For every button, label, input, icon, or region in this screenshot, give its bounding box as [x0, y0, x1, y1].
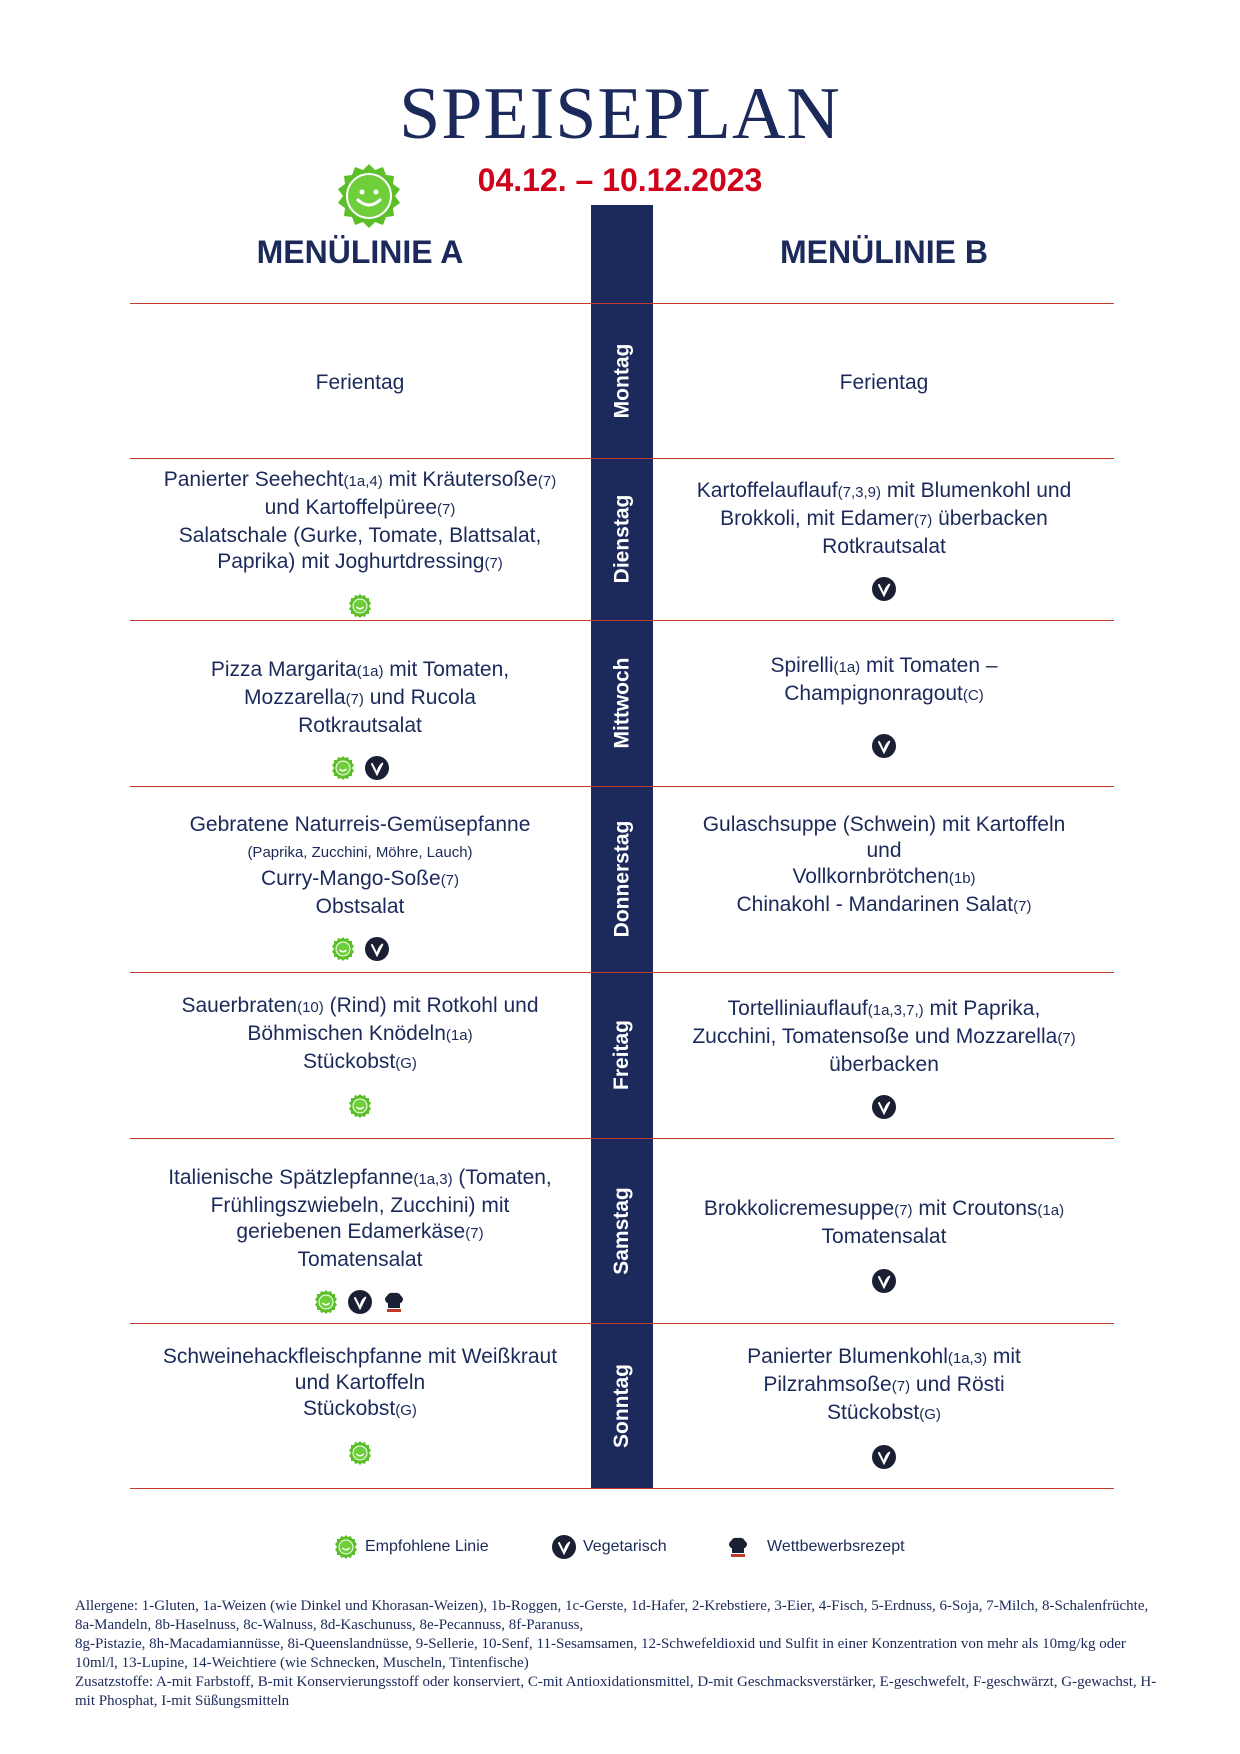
dish-text: und Kartoffeln — [294, 1371, 426, 1394]
dish-text: mit Kräutersoße — [382, 468, 538, 491]
diet-icons — [654, 1268, 1114, 1294]
allergen-code: (7) — [1013, 898, 1032, 915]
allergen-code: (G) — [395, 1402, 417, 1419]
dish-text: Kartoffelauflauf — [696, 479, 838, 502]
allergen-code: (7) — [891, 1378, 911, 1395]
dish-text: mit Tomaten – — [860, 654, 998, 677]
dish-text: Tortelliniauflauf — [727, 997, 868, 1020]
menu-line-b-heading: MENÜLINIE B — [780, 234, 988, 270]
dish-text: Champignonragout — [784, 682, 963, 705]
menu-cell-a — [130, 812, 590, 962]
additives-text: Zusatzstoffe: A-mit Farbstoff, B-mit Konservierungsstoff oder konserviert, C-mit Antioxidationsmittel, D-mit Geschmacksverstärker, E-geschwefelt, F-geschwärzt, G-gewachst, H-mit Phosphat, I-mit Süßungsmitteln — [75, 1674, 1157, 1709]
dish-line — [654, 864, 1114, 892]
allergen-code: (7) — [913, 512, 933, 529]
dish-text: Italienische Spätzlepfanne — [168, 1166, 414, 1189]
dish-text: Frühlingszwiebeln, Zucchini) mit — [210, 1194, 510, 1217]
legend-competition-label: Wettbewerbsrezept — [767, 1538, 905, 1555]
chef-hat-icon — [725, 1534, 751, 1560]
vegetarian-icon — [364, 936, 390, 962]
menu-cell-b — [654, 478, 1114, 602]
legend-recommended-label: Empfohlene Linie — [365, 1538, 489, 1555]
vegetarian-icon — [871, 1094, 897, 1120]
dish-line — [654, 1024, 1114, 1052]
dish-text: mit Blumenkohl und — [880, 479, 1072, 502]
menu-cell-a — [130, 1165, 590, 1315]
weekday-text: Freitag — [610, 1019, 634, 1091]
dish-text: Ferientag — [839, 371, 929, 394]
vegetarian-icon — [347, 1289, 373, 1315]
dish-line — [130, 812, 590, 838]
allergen-code: (1a,3,7,) — [867, 1002, 924, 1019]
dish-text: Vollkornbrötchen — [792, 865, 949, 888]
legend-vegetarian — [551, 1534, 667, 1560]
recommended-icon — [347, 1440, 373, 1466]
dish-line — [654, 653, 1114, 681]
diet-icons — [654, 733, 1114, 759]
weekday-label — [591, 458, 653, 620]
dish-text: überbacken — [829, 1053, 939, 1076]
dish-line — [654, 506, 1114, 534]
dish-text: und — [866, 839, 902, 862]
dish-text: Tomatensalat — [297, 1248, 423, 1271]
allergen-code: (C) — [962, 687, 984, 704]
dish-text: geriebenen Edamerkäse — [236, 1220, 466, 1243]
date-range: 04.12. – 10.12.2023 — [477, 162, 763, 198]
menu-cell-b — [654, 1196, 1114, 1294]
dish-line — [130, 1344, 590, 1370]
recommended-icon — [347, 593, 373, 619]
dish-text: Spirelli — [770, 654, 834, 677]
dish-text: Curry-Mango-Soße — [260, 867, 441, 890]
vegetarian-icon — [364, 755, 390, 781]
dish-text: Mozzarella — [244, 686, 346, 709]
allergen-code: (7,3,9) — [837, 484, 881, 501]
dish-text: Chinakohl - Mandarinen Salat — [736, 893, 1014, 916]
menu-cell-a — [130, 657, 590, 781]
dish-text: Obstsalat — [315, 895, 405, 918]
allergen-code: (10) — [297, 999, 324, 1016]
legend-competition — [725, 1534, 905, 1560]
diet-icons — [130, 1289, 590, 1315]
menu-cell-b — [654, 812, 1114, 920]
dish-line — [130, 495, 590, 523]
allergen-code: (1a) — [833, 659, 861, 676]
weekday-label — [591, 1323, 653, 1488]
dish-text: und Rucola — [363, 686, 476, 709]
dish-text: Sauerbraten — [181, 994, 298, 1017]
dish-line — [130, 1049, 590, 1077]
diet-icons — [130, 755, 590, 781]
diet-icons — [654, 1444, 1114, 1470]
dish-text: Zucchini, Tomatensoße und Mozzarella — [692, 1025, 1058, 1048]
allergen-code: (7) — [440, 872, 460, 889]
vegetarian-icon — [871, 576, 897, 602]
weekday-text: Donnerstag — [610, 820, 633, 938]
row-divider — [130, 1488, 1114, 1489]
dish-text: Pizza Margarita — [210, 658, 357, 681]
recommended-icon — [313, 1289, 339, 1315]
menu-cell-a — [130, 467, 590, 619]
weekday-text: Samstag — [610, 1186, 634, 1275]
menu-cell-b — [654, 996, 1114, 1120]
dish-text: Schweinehackfleischpfanne mit Weißkraut — [162, 1345, 558, 1368]
dish-line — [130, 370, 590, 396]
dish-text: mit Paprika, — [923, 997, 1041, 1020]
diet-icons — [130, 1093, 590, 1119]
recommended-icon — [330, 755, 356, 781]
dish-text: Brokkolicremesuppe — [703, 1197, 895, 1220]
chef-hat-icon — [381, 1289, 407, 1315]
dish-text: Paprika) mit Joghurtdressing — [217, 550, 485, 573]
allergen-code: (G) — [395, 1055, 417, 1072]
weekday-text: Mittwoch — [610, 657, 634, 749]
weekday-text: Dienstag — [610, 494, 633, 584]
menu-cell-b — [654, 653, 1114, 759]
dish-text: (Tomaten, — [452, 1166, 552, 1189]
allergen-code: (7) — [1057, 1030, 1076, 1047]
dish-line — [654, 1344, 1114, 1372]
dish-line — [130, 1247, 590, 1273]
dish-text: Panierter Blumenkohl — [747, 1345, 948, 1368]
dish-line — [654, 478, 1114, 506]
dish-line — [654, 681, 1114, 709]
dish-text: Brokkoli, mit Edamer — [720, 507, 914, 530]
weekday-label — [591, 303, 653, 458]
vegetarian-icon — [871, 733, 897, 759]
diet-icons — [130, 936, 590, 962]
dish-line — [130, 1193, 590, 1219]
weekday-label — [591, 620, 653, 786]
allergen-code: (7) — [537, 473, 557, 490]
dish-text: und Rösti — [910, 1373, 1005, 1396]
allergen-code: (7) — [437, 501, 456, 518]
recommended-icon — [330, 936, 356, 962]
legend-recommended — [333, 1534, 489, 1560]
vegetarian-icon — [551, 1534, 577, 1560]
diet-icons — [654, 1094, 1114, 1120]
weekday-label — [591, 972, 653, 1138]
allergen-code: (1a) — [1037, 1202, 1065, 1219]
dish-text: und Kartoffelpüree — [264, 496, 438, 519]
allergen-code: (1a,4) — [343, 473, 383, 490]
allergen-footer — [75, 1597, 1165, 1711]
menu-cell-a — [130, 993, 590, 1119]
allergen-code: (Paprika, Zucchini, Möhre, Lauch) — [247, 844, 473, 861]
menu-cell-b — [654, 370, 1114, 396]
dish-line — [130, 549, 590, 577]
menu-cell-a — [130, 370, 590, 396]
dish-text: mit Croutons — [912, 1197, 1038, 1220]
allergen-code: (1a) — [356, 663, 384, 680]
legend-vegetarian-label: Vegetarisch — [583, 1538, 667, 1555]
dish-text: Ferientag — [315, 371, 405, 394]
dish-line — [654, 1224, 1114, 1250]
dish-line — [130, 838, 590, 866]
dish-line — [130, 467, 590, 495]
recommended-badge-icon — [333, 162, 405, 234]
dish-text: Gebratene Naturreis-Gemüsepfanne — [189, 813, 531, 836]
dish-text: Böhmischen Knödeln — [247, 1022, 446, 1045]
dish-line — [130, 685, 590, 713]
diet-icons — [654, 576, 1114, 602]
dish-line — [130, 1370, 590, 1396]
vegetarian-icon — [871, 1444, 897, 1470]
allergen-code: (1b) — [948, 870, 976, 887]
dish-line — [130, 657, 590, 685]
menu-cell-a — [130, 1344, 590, 1466]
dish-line — [130, 1021, 590, 1049]
allergen-code: (1a,3) — [413, 1171, 453, 1188]
allergen-code: (1a) — [445, 1027, 473, 1044]
dish-line — [130, 1219, 590, 1247]
dish-line — [654, 996, 1114, 1024]
allergen-code: (1a,3) — [947, 1350, 988, 1367]
diet-icons — [130, 1440, 590, 1466]
dish-text: Panierter Seehecht — [163, 468, 344, 491]
diet-icons — [130, 593, 590, 619]
allergen-code: (7) — [894, 1202, 913, 1219]
dish-line — [654, 892, 1114, 920]
dish-line — [654, 370, 1114, 396]
dish-text: überbacken — [932, 507, 1048, 530]
allergens-text-2: 8g-Pistazie, 8h-Macadamiannüsse, 8i-Queenslandnüsse, 9-Sellerie, 10-Senf, 11-Sesamsamen, 12-Schwefeldioxid und Sulfit in einer Konzentration von mehr als 10mg/kg oder 10ml/l, 13-Lupine, 14-Weichtiere (wie Schnecken, Muscheln, Tintenfische) — [75, 1636, 1126, 1671]
dish-text: Rotkrautsalat — [822, 535, 946, 558]
dish-text: Stückobst — [827, 1401, 920, 1424]
dish-text: Stückobst — [303, 1050, 396, 1073]
weekday-label — [591, 1138, 653, 1323]
page-title: SPEISEPLAN — [399, 73, 841, 155]
dish-line — [654, 534, 1114, 560]
allergens-text: Allergene: 1-Gluten, 1a-Weizen (wie Dinkel und Khorasan-Weizen), 1b-Roggen, 1c-Gerste, 1d-Hafer, 2-Krebstiere, 3-Eier, 4-Fisch, 5-Erdnuss, 6-Soja, 7-Milch, 8-Schalenfrüchte, 8a-Mandeln, 8b-Haselnuss, 8c-Walnuss, 8d-Kaschunuss, 8e-Pecannuss, 8f-Paranuss, — [75, 1598, 1149, 1633]
dish-line — [654, 838, 1114, 864]
recommended-icon — [347, 1093, 373, 1119]
dish-text: (Rind) mit Rotkohl und — [323, 994, 539, 1017]
dish-text: mit — [987, 1345, 1021, 1368]
dish-line — [654, 812, 1114, 838]
dish-text: Tomatensalat — [821, 1225, 947, 1248]
weekday-label — [591, 786, 653, 972]
dish-line — [130, 894, 590, 920]
allergen-code: (7) — [465, 1225, 484, 1242]
dish-text: Pilzrahmsoße — [763, 1373, 892, 1396]
dish-line — [654, 1196, 1114, 1224]
dish-text: mit Tomaten, — [383, 658, 510, 681]
allergen-code: (G) — [919, 1406, 941, 1423]
dish-line — [130, 713, 590, 739]
dish-line — [130, 993, 590, 1021]
dish-line — [654, 1400, 1114, 1428]
allergen-code: (7) — [345, 691, 364, 708]
weekday-text: Montag — [610, 343, 633, 418]
recommended-icon — [333, 1534, 359, 1560]
dish-text: Salatschale (Gurke, Tomate, Blattsalat, — [178, 524, 542, 547]
dish-line — [130, 866, 590, 894]
menu-line-a-heading: MENÜLINIE A — [256, 234, 464, 270]
dish-line — [654, 1052, 1114, 1078]
dish-text: Stückobst — [303, 1397, 396, 1420]
dish-line — [130, 523, 590, 549]
vegetarian-icon — [871, 1268, 897, 1294]
dish-text: Rotkrautsalat — [298, 714, 422, 737]
dish-line — [130, 1165, 590, 1193]
dish-line — [654, 1372, 1114, 1400]
dish-text: Gulaschsuppe (Schwein) mit Kartoffeln — [702, 813, 1066, 836]
allergen-code: (7) — [484, 555, 503, 572]
weekday-text: Sonntag — [610, 1363, 633, 1448]
dish-line — [130, 1396, 590, 1424]
menu-cell-b — [654, 1344, 1114, 1470]
